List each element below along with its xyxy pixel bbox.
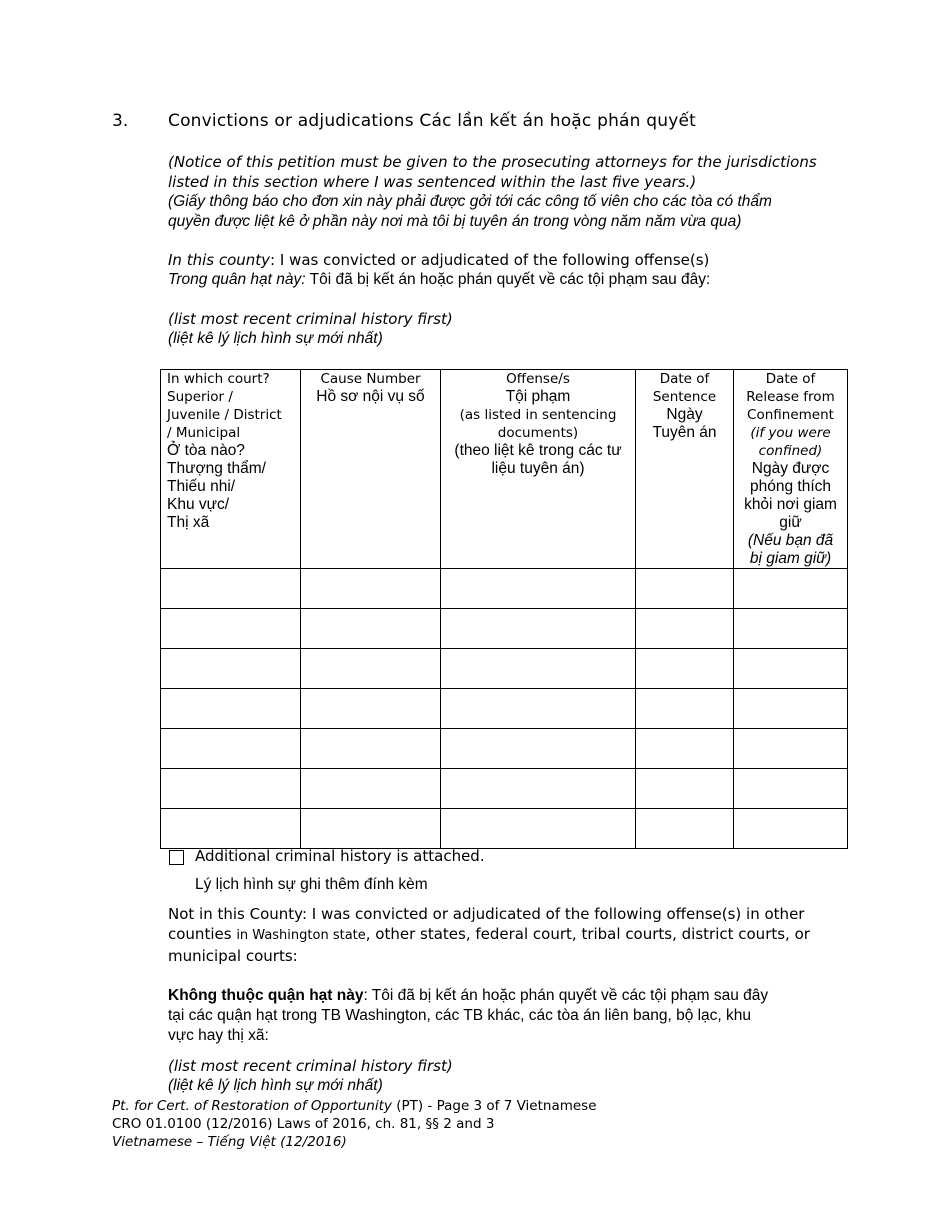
header-line: In which court? [167,371,270,387]
not-county-vi-line2: tại các quận hạt trong TB Washington, các TB khác, các tòa án liên bang, bộ lạc, khu [168,1007,752,1024]
header-release-date [734,370,848,569]
cell-release-date[interactable] [734,649,848,689]
footer-line2: CRO 01.0100 (12/2016) Laws of 2016, ch. 81, §§ 2 and 3 [112,1116,495,1132]
table-row [161,809,848,849]
list-note-2-en: (list most recent criminal history first) [168,1057,453,1075]
notice-en-line2: listed in this section where I was sentenced within the last five years.) [168,173,697,191]
cell-cause-number[interactable] [301,729,441,769]
cell-sentence-date[interactable] [636,729,734,769]
cell-court[interactable] [161,809,301,849]
cell-court[interactable] [161,609,301,649]
header-line: Ở tòa nào? [167,442,245,459]
not-county-en-2b: in Washington state [236,928,366,943]
list-note-1-vi: (liệt kê lý lịch hình sự mới nhất) [168,330,383,347]
header-line: (if you were [750,425,831,441]
list-note-2 [168,1056,858,1096]
cell-court[interactable] [161,769,301,809]
not-county-en-2c: , other states, federal court, tribal courts, district courts, or [365,925,810,943]
in-county-text-en: : I was convicted or adjudicated of the following offense(s) [270,251,710,269]
cell-cause-number[interactable] [301,569,441,609]
cell-release-date[interactable] [734,809,848,849]
cell-court[interactable] [161,689,301,729]
header-line: bị giam giữ) [749,550,832,567]
header-court [161,370,301,569]
not-county-vi-line1 [168,986,858,1006]
header-line: (Nếu bạn đã [747,532,834,549]
in-county-label-vi: Trong quân hạt này: [168,271,306,288]
cell-cause-number[interactable] [301,809,441,849]
in-county-vi [168,270,858,290]
header-line: Cause Number [320,371,421,387]
header-line: (as listed in sentencing [459,407,617,423]
not-county-en-line1: Not in this County: I was convicted or adjudicated of the following offense(s) in other [168,905,805,923]
additional-history-label-vi: Lý lịch hình sự ghi thêm đính kèm [195,876,428,893]
cell-release-date[interactable] [734,689,848,729]
cell-sentence-date[interactable] [636,609,734,649]
header-line: Confinement [747,407,834,423]
section-number: 3. [112,111,129,131]
not-county-en-line3: municipal courts: [168,947,298,965]
header-sentence-date [636,370,734,569]
cell-release-date[interactable] [734,609,848,649]
header-line: (theo liệt kê trong các tư [454,442,622,459]
notice-en-line1: (Notice of this petition must be given to the prosecuting attorneys for the jurisdictions [168,153,817,171]
list-note-2-vi: (liệt kê lý lịch hình sự mới nhất) [168,1077,383,1094]
cell-sentence-date[interactable] [636,689,734,729]
cell-cause-number[interactable] [301,649,441,689]
header-line: Ngày [666,406,703,423]
in-county-label-en: In this county [168,251,271,269]
table-row [161,729,848,769]
header-cause [301,370,441,569]
header-line: giữ [779,514,802,531]
in-county-text-vi: Tôi đã bị kết án hoặc phán quyết về các tội phạm sau đây: [305,271,711,288]
header-offense [441,370,636,569]
header-line: phóng thích [749,478,831,495]
additional-history-label-en: Additional criminal history is attached. [195,847,485,865]
header-line: Tuyên án [652,424,717,441]
not-county-en-2a: counties [168,925,237,943]
cell-cause-number[interactable] [301,609,441,649]
cell-offense[interactable] [441,729,636,769]
table-row [161,569,848,609]
header-line: Offense/s [506,371,570,387]
header-line: Thượng thẩm/ [167,460,266,477]
header-line: Khu vực/ [167,496,230,513]
header-line: liệu tuyên án) [491,460,585,477]
additional-history-checkbox[interactable] [169,850,184,865]
not-county-vi-1: : Tôi đã bị kết án hoặc phán quyết về các tội phạm sau đây [363,987,769,1004]
footer-line3: Vietnamese – Tiếng Việt (12/2016) [112,1134,347,1150]
not-county-en-line2 [168,924,858,946]
header-line: Thị xã [167,514,210,531]
cell-court[interactable] [161,649,301,689]
table-row [161,769,848,809]
cell-release-date[interactable] [734,569,848,609]
header-line: Superior / [167,389,233,405]
header-line: confined) [758,443,823,459]
cell-offense[interactable] [441,769,636,809]
section-title: Convictions or adjudications Các lần kết án hoặc phán quyết [168,111,696,131]
in-county [168,250,858,290]
cell-release-date[interactable] [734,769,848,809]
list-note-1 [168,309,858,349]
cell-offense[interactable] [441,809,636,849]
cell-offense[interactable] [441,689,636,729]
footer-line1 [112,1097,597,1115]
notice-vi-line1: (Giấy thông báo cho đơn xin này phải được gởi tới các công tố viên cho các tòa có thẩm [168,193,772,210]
header-line: Thiếu nhi/ [167,478,236,495]
header-line: Tội phạm [505,388,571,405]
header-line: Sentence [652,389,717,405]
not-in-county [168,904,858,1046]
header-line: Release from [746,389,835,405]
header-line: khỏi nơi giam [744,496,837,513]
cell-offense[interactable] [441,609,636,649]
table-row [161,649,848,689]
cell-sentence-date[interactable] [636,769,734,809]
header-line: Ngày được [751,460,830,477]
table-row [161,609,848,649]
table-header-row [161,370,848,569]
header-line: Date of [659,371,710,387]
header-line: Date of [765,371,816,387]
cell-sentence-date[interactable] [636,809,734,849]
cell-cause-number[interactable] [301,689,441,729]
cell-sentence-date[interactable] [636,569,734,609]
cell-release-date[interactable] [734,729,848,769]
header-line: Juvenile / District [167,407,282,423]
header-line: / Municipal [167,425,241,441]
cell-cause-number[interactable] [301,769,441,809]
cell-court[interactable] [161,569,301,609]
list-note-1-en: (list most recent criminal history first) [168,310,453,328]
cell-offense[interactable] [441,569,636,609]
not-county-vi-line3: vực hay thị xã: [168,1027,269,1044]
notice-vi-line2: quyền được liệt kê ở phần này nơi mà tôi bị tuyên án trong vòng năm năm vừa qua) [168,213,742,230]
footer-page-info: (PT) - Page 3 of 7 Vietnamese [391,1098,597,1114]
cell-sentence-date[interactable] [636,649,734,689]
footer-form-name: Pt. for Cert. of Restoration of Opportunity [112,1098,392,1114]
in-county-en [168,250,858,270]
header-line: Hồ sơ nội vụ số [316,388,425,405]
table-row [161,689,848,729]
cell-offense[interactable] [441,649,636,689]
cell-court[interactable] [161,729,301,769]
header-line: documents) [497,425,579,441]
not-county-vi-bold: Không thuộc quận hạt này [168,987,364,1004]
notice [168,152,858,232]
convictions-table [160,369,848,849]
